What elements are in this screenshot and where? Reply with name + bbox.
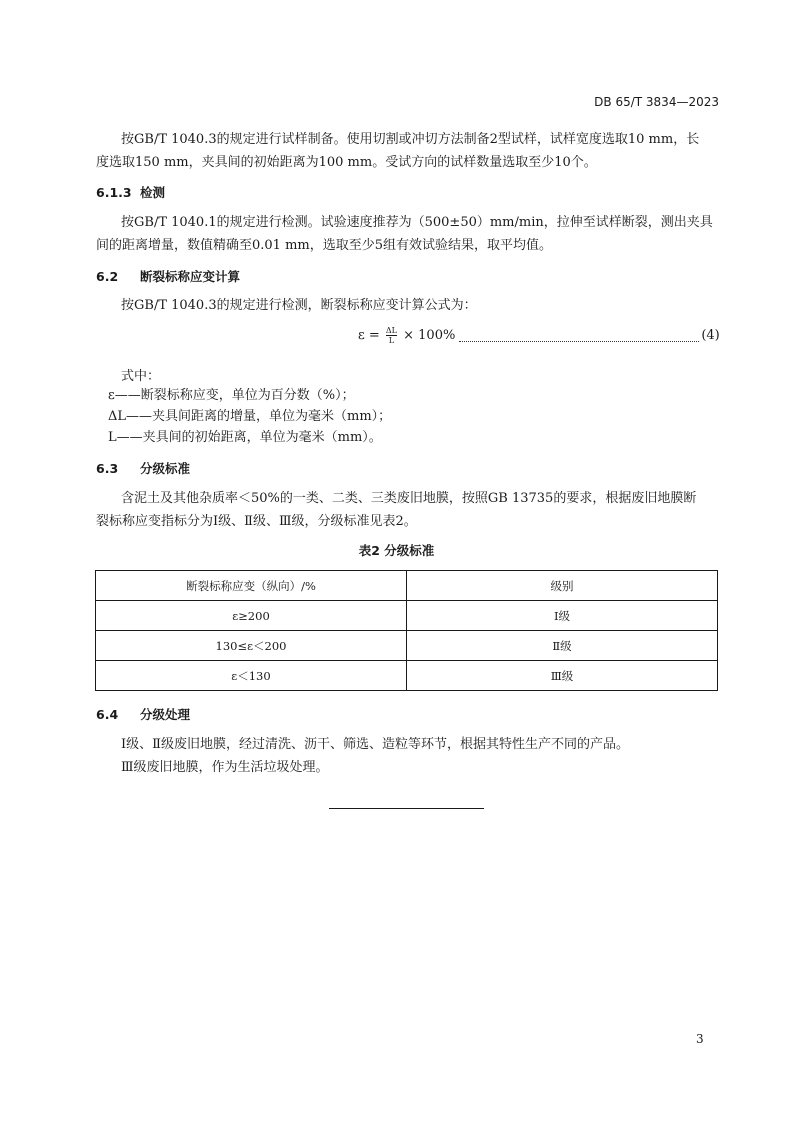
paragraph-line: Ⅰ级、Ⅱ级废旧地膜，经过清洗、沥干、筛选、造粒等环节，根据其特性生产不同的产品。 bbox=[121, 737, 629, 752]
formula-numerator: ΔL bbox=[385, 326, 397, 335]
formula bbox=[358, 326, 720, 345]
table-row bbox=[96, 661, 718, 691]
section-title: 检测 bbox=[140, 185, 166, 200]
page-number: 3 bbox=[696, 1032, 704, 1046]
section-heading-6-1-3 bbox=[96, 183, 165, 201]
table-row bbox=[96, 631, 718, 661]
table-caption: 表2 分级标准 bbox=[358, 543, 435, 558]
where-item: L——夹具间的初始距离，单位为毫米（mm）。 bbox=[108, 430, 382, 445]
grading-table bbox=[95, 570, 718, 691]
dot-leader bbox=[459, 341, 699, 342]
where-item: ε——断裂标称应变，单位为百分数（%）； bbox=[108, 388, 355, 403]
section-number: 6.1.3 bbox=[96, 185, 132, 200]
table-cell: Ⅲ级 bbox=[407, 661, 718, 691]
table-row bbox=[96, 601, 718, 631]
table-header-cell: 断裂标称应变（纵向）/% bbox=[96, 571, 407, 601]
where-item: ΔL——夹具间距离的增量，单位为毫米（mm）； bbox=[108, 409, 392, 424]
table-cell: Ⅱ级 bbox=[407, 631, 718, 661]
formula-rhs: × 100% bbox=[403, 328, 456, 343]
paragraph-line: 间的距离增量，数值精确至0.01 mm，选取至少5组有效试验结果，取平均值。 bbox=[96, 238, 553, 253]
paragraph-line: 裂标称应变指标分为Ⅰ级、Ⅱ级、Ⅲ级，分级标准见表2。 bbox=[96, 514, 417, 529]
table-cell: ε＜130 bbox=[96, 661, 407, 691]
paragraph-line: 按GB/T 1040.3的规定进行试样制备。使用切割或冲切方法制备2型试样，试样宽度选取10 mm，长 bbox=[121, 132, 700, 147]
equation-number: (4) bbox=[701, 328, 720, 343]
formula-lhs: ε = bbox=[358, 328, 380, 343]
section-heading-6-4 bbox=[96, 705, 190, 723]
formula-denominator: L bbox=[388, 336, 395, 345]
table-cell: 130≤ε＜200 bbox=[96, 631, 407, 661]
paragraph-line: 含泥土及其他杂质率＜50%的一类、二类、三类废旧地膜，按照GB 13735的要求，根据废旧地膜断 bbox=[121, 491, 697, 506]
section-number: 6.2 bbox=[96, 269, 119, 284]
table-header-row bbox=[96, 571, 718, 601]
section-title: 分级标准 bbox=[140, 461, 191, 476]
table-cell: Ⅰ级 bbox=[407, 601, 718, 631]
section-title: 分级处理 bbox=[140, 707, 191, 722]
section-number: 6.3 bbox=[96, 461, 119, 476]
table-cell: ε≥200 bbox=[96, 601, 407, 631]
table-header-cell: 级别 bbox=[407, 571, 718, 601]
section-title: 断裂标称应变计算 bbox=[140, 269, 241, 284]
section-heading-6-2 bbox=[96, 267, 240, 285]
paragraph-line: 按GB/T 1040.1的规定进行检测。试验速度推荐为（500±50）mm/min，拉伸至试样断裂，测出夹具 bbox=[121, 215, 713, 230]
standard-number: DB 65/T 3834—2023 bbox=[594, 95, 719, 109]
end-rule bbox=[329, 808, 484, 809]
section-number: 6.4 bbox=[96, 707, 119, 722]
paragraph-line: 按GB/T 1040.3的规定进行检测，断裂标称应变计算公式为： bbox=[121, 298, 477, 313]
where-intro: 式中： bbox=[121, 369, 161, 384]
section-heading-6-3 bbox=[96, 459, 190, 477]
paragraph-line: Ⅲ级废旧地膜，作为生活垃圾处理。 bbox=[121, 760, 329, 775]
paragraph-line: 度选取150 mm，夹具间的初始距离为100 mm。受试方向的试样数量选取至少10个。 bbox=[96, 155, 597, 170]
formula-fraction bbox=[386, 326, 397, 345]
